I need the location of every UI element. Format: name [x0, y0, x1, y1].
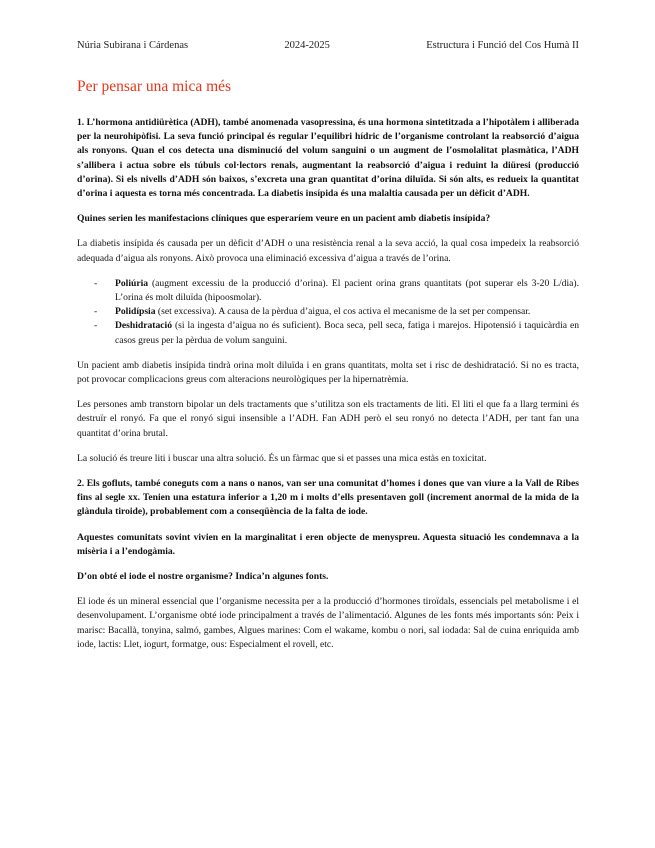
list-item — [77, 277, 579, 305]
answer-2-paragraph: El iode és un mineral essencial que l’organisme necessita per a la producció d’hormones tiroïdals, essencials pel metabolisme i el desenvolupament. L’organisme obté iode principalment a través de l’alimentació. Algunes de les fonts més importants són: Peix i marisc: Bacallà, tonyina, salmó, gambes, Algues marines: Com el wakame, kombu o nori, sal iodada: Sal de cuina enriquida amb iode, lactis: Llet, iogurt, formatge, ous: Especialment el rovell, etc. — [77, 596, 579, 650]
symptom-term: Polidípsia — [115, 306, 156, 318]
answer-1-paragraph-1: La diabetis insípida és causada per un dèficit d’ADH o una resistència renal a la seva acció, la qual cosa impedeix la reabsorció adequada d’aigua als ronyons. Això provoca una eliminació excessiva d’aigua a través de l’orina. — [77, 238, 579, 264]
document-body — [77, 78, 579, 652]
list-item — [77, 319, 579, 347]
symptoms-list — [77, 277, 579, 348]
header-author: Núria Subirana i Cárdenas — [77, 40, 189, 51]
answer-1-paragraph-3: Les persones amb transtorn bipolar un dels tractaments que s’utilitza son els tractaments de liti. El liti el que fa a llarg termini és destruïr el ronyó. Fa que el ronyó sigui insensible a l’ADH. Fan ADH però el seu ronyó no detecta l’ADH, per tant fan una quantitat d’orina brutal. — [77, 399, 579, 439]
question-2-intro-2: Aquestes comunitats sovint vivien en la marginalitat i eren objecte de menyspreu. Aquesta situació les condemnava a la misèria i a l’endogàmia. — [77, 531, 579, 557]
question-1-prompt: Quines serien les manifestacions clíniques que esperaríem veure en un pacient amb diabetis insípida? — [77, 213, 491, 225]
symptom-term: Deshidratació — [115, 320, 173, 332]
question-2-prompt: D’on obté el iode el nostre organisme? Indica’n algunes fonts. — [77, 571, 329, 583]
symptom-description: (si la ingesta d’aigua no és suficient). Boca seca, pell seca, fatiga i marejos. Hipotensió i taquicàrdia en casos greus per la pèrdua de volum sanguini. — [115, 320, 579, 346]
list-item — [77, 305, 579, 319]
symptom-description: (set excessiva). A causa de la pèrdua d’aigua, el cos activa el mecanisme de la set per compensar. — [155, 306, 531, 318]
symptom-description: (augment excessiu de la producció d’orina). El pacient orina grans quantitats (pot superar els 3-20 L/dia). L’orina és molt diluïda (hipoosmolar). — [115, 277, 579, 304]
answer-1-paragraph-4: La solució és treure liti i buscar una altra solució. És un fàrmac que si et passes una mica estàs en toxicitat. — [77, 452, 487, 464]
header-course: Estructura i Funció del Cos Humà II — [426, 40, 579, 51]
header-year: 2024-2025 — [284, 40, 330, 51]
symptom-term: Poliúria — [115, 277, 149, 289]
answer-1-paragraph-2: Un pacient amb diabetis insípida tindrà orina molt diluïda i en grans quantitats, molta set i risc de deshidratació. Si no es tracta, pot provocar complicacions greus com alteracions neurològiques per la hipernatrèmia. — [77, 359, 579, 386]
page-title: Per pensar una mica més — [77, 78, 232, 95]
question-2-intro: 2. Els gofluts, també coneguts com a nans o nanos, van ser una comunitat d’homes i dones que van viure a la Vall de Ribes fins al segle xx. Tenien una estatura inferior a 1,20 m i molts d’ells presentaven goll (increment anormal de la mida de la glàndula tiroide), probablement com a conseqüència de la falta de iode. — [77, 478, 579, 518]
page-header — [77, 40, 579, 51]
question-1-intro: 1. L’hormona antidiürètica (ADH), també anomenada vasopressina, és una hormona sintetitzada a l’hipotàlem i alliberada per la neurohipòfisi. La seva funció principal és regular l’equilibri hídric de l’organisme controlant la reabsorció d’aigua als ronyons. Quan el cos detecta una disminució del volum sanguini o un augment de l’osmolalitat plasmàtica, l’ADH s’allibera i actua sobre els túbuls col·lectors renals, augmentant la reabsorció d’aigua i reduint la diüresi (producció d’orina). Si els nivells d’ADH són baixos, s’excreta una gran quantitat d’orina diluïda. Si són alts, es redueix la quantitat d’orina i aquesta es torna més concentrada. La diabetis insípida és una malaltia causada per un dèficit d’ADH. — [77, 117, 579, 200]
